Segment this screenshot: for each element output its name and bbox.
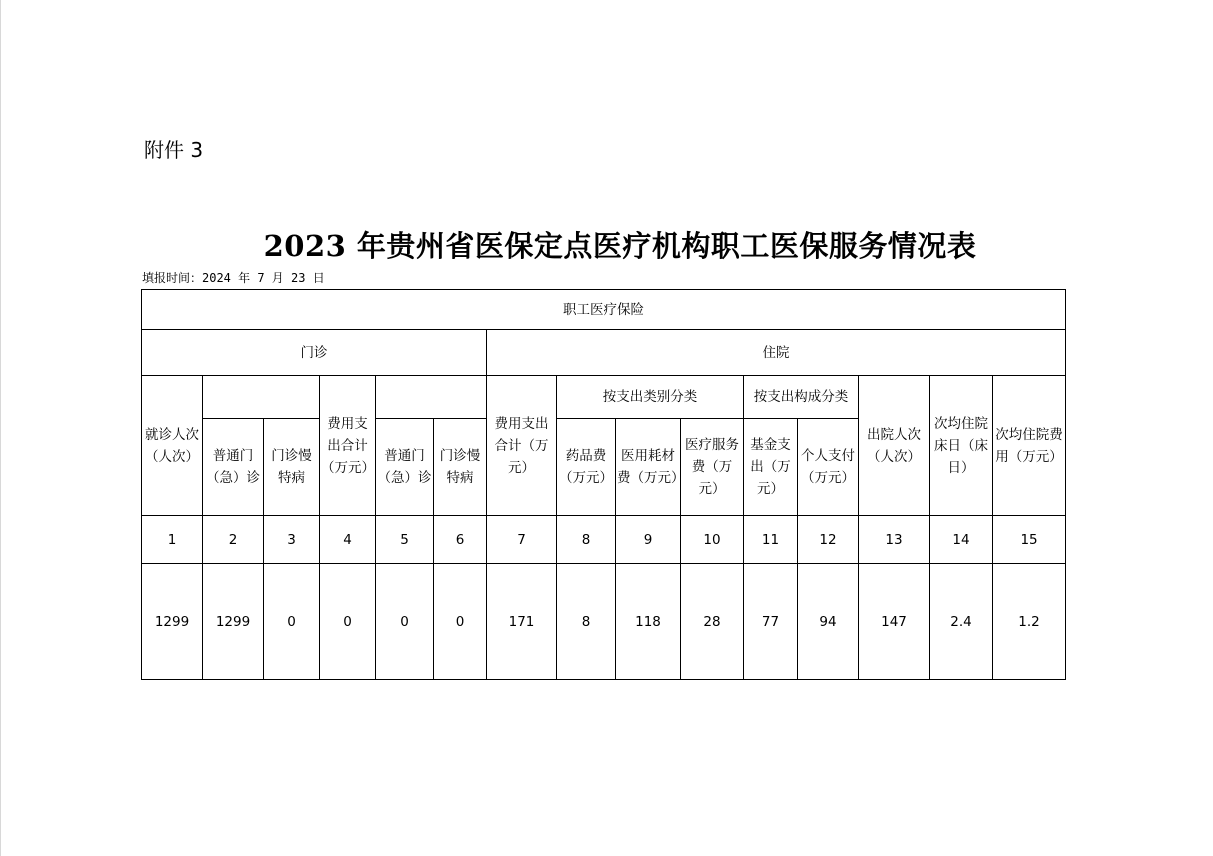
value-chronic-disease: 0 — [264, 564, 320, 680]
value-general-outpatient: 1299 — [203, 564, 264, 680]
header-chronic-disease: 门诊慢特病 — [264, 419, 320, 516]
col-number: 4 — [320, 516, 376, 564]
col-number: 11 — [744, 516, 798, 564]
value-service-cost: 28 — [681, 564, 744, 680]
header-discharge-count: 出院人次（人次） — [859, 376, 930, 516]
col-number: 7 — [487, 516, 557, 564]
col-number: 9 — [616, 516, 681, 564]
col-number: 15 — [993, 516, 1066, 564]
page-title: 2023 年贵州省医保定点医疗机构职工医保服务情况表 — [263, 229, 977, 263]
header-by-composition: 按支出构成分类 — [744, 376, 859, 419]
col-number: 6 — [434, 516, 487, 564]
col-number: 1 — [142, 516, 203, 564]
value-consumables-cost: 118 — [616, 564, 681, 680]
col-number: 2 — [203, 516, 264, 564]
column-number-row — [142, 516, 1066, 564]
col-number: 13 — [859, 516, 930, 564]
header-consumables-cost: 医用耗材费（万元） — [616, 419, 681, 516]
header-fund-payment: 基金支出（万元） — [744, 419, 798, 516]
header-avg-bed-days: 次均住院床日（床日） — [930, 376, 993, 516]
header-general-outpatient: 普通门（急）诊 — [203, 419, 264, 516]
value-chronic-disease-cost: 0 — [434, 564, 487, 680]
report-table — [141, 289, 1066, 680]
header-chronic-disease-cost: 门诊慢特病 — [434, 419, 487, 516]
col-number: 8 — [557, 516, 616, 564]
col-number: 14 — [930, 516, 993, 564]
data-row — [142, 564, 1066, 680]
header-cost-group-blank — [376, 376, 487, 419]
attachment-label: 附件 3 — [144, 138, 204, 162]
value-discharge-count: 147 — [859, 564, 930, 680]
value-outpatient-total-cost: 0 — [320, 564, 376, 680]
value-fund-payment: 77 — [744, 564, 798, 680]
header-avg-inpatient-cost: 次均住院费用（万元） — [993, 376, 1066, 516]
value-visits: 1299 — [142, 564, 203, 680]
header-inpatient-total-cost: 费用支出合计（万元） — [487, 376, 557, 516]
col-number: 12 — [798, 516, 859, 564]
col-number: 10 — [681, 516, 744, 564]
header-drug-cost: 药品费（万元） — [557, 419, 616, 516]
value-general-outpatient-cost: 0 — [376, 564, 434, 680]
header-inpatient: 住院 — [487, 330, 1066, 376]
col-number: 5 — [376, 516, 434, 564]
fill-date: 填报时间：2024 年 7 月 23 日 — [142, 271, 325, 285]
value-avg-bed-days: 2.4 — [930, 564, 993, 680]
header-personal-payment: 个人支付（万元） — [798, 419, 859, 516]
header-outpatient: 门诊 — [142, 330, 487, 376]
header-visits-group-blank — [203, 376, 320, 419]
header-service-cost: 医疗服务费（万元） — [681, 419, 744, 516]
value-inpatient-total-cost: 171 — [487, 564, 557, 680]
header-general-outpatient-cost: 普通门（急）诊 — [376, 419, 434, 516]
header-outpatient-total-cost: 费用支出合计（万元） — [320, 376, 376, 516]
value-drug-cost: 8 — [557, 564, 616, 680]
header-employee-insurance: 职工医疗保险 — [142, 290, 1066, 330]
header-visits: 就诊人次（人次） — [142, 376, 203, 516]
header-by-category: 按支出类别分类 — [557, 376, 744, 419]
col-number: 3 — [264, 516, 320, 564]
value-personal-payment: 94 — [798, 564, 859, 680]
value-avg-inpatient-cost: 1.2 — [993, 564, 1066, 680]
page-edge-line — [0, 0, 1, 856]
